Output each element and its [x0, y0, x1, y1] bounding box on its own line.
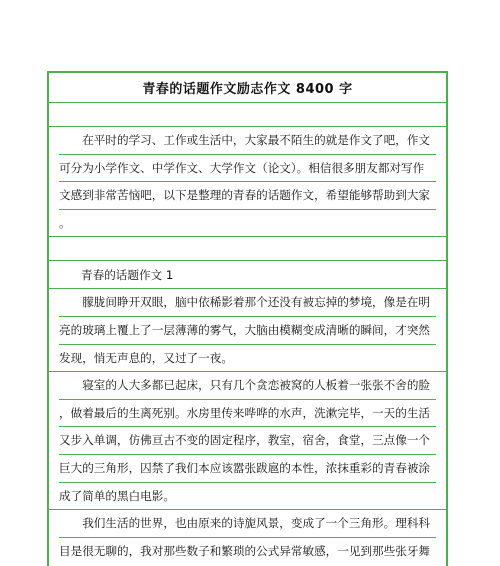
text-line: 寝室的人大多都已起床，只有几个贪恋被窝的人板着一张张不舍的脸	[59, 372, 436, 400]
text-line: 。	[59, 215, 71, 230]
text-line: 又步入单调，仿佛亘古不变的固定程序，教室，宿舍，食堂，三点像一个	[59, 427, 436, 455]
text-line: 成了简单的黑白电影。	[59, 488, 175, 503]
intro-paragraph	[49, 127, 446, 237]
paragraph-1	[49, 289, 446, 372]
text-line: 在平时的学习、工作或生活中，大家最不陌生的就是作文了吧，作文	[59, 127, 436, 155]
document-title: 青春的话题作文励志作文 8400 字	[49, 73, 446, 103]
paragraph-3	[49, 510, 446, 564]
text-line: ，做着最后的生离死别。水房里传来哗哗的水声，洗漱完毕，一天的生活	[59, 400, 436, 428]
text-line: 可分为小学作文、中学作文、大学作文（论文）。相信很多朋友都对写作	[59, 155, 436, 183]
text-line: 亮的玻璃上覆上了一层薄薄的雾气，大脑由模糊变成清晰的瞬间，才突然	[59, 317, 436, 345]
section-heading: 青春的话题作文 1	[49, 261, 446, 289]
text-line: 发现，悄无声息的，又过了一夜。	[59, 350, 233, 365]
document-sheet	[47, 71, 448, 566]
text-line: 巨大的三角形，囚禁了我们本应该嚣张跋扈的本性，浓抹重彩的青春被涂	[59, 455, 436, 483]
text-line: 我们生活的世界，也由原来的诗旎风景，变成了一个三角形。理科科	[59, 510, 436, 538]
text-line: 文感到非常苦恼吧，以下是整理的青春的话题作文，希望能够帮助到大家	[59, 182, 436, 210]
text-line: 目是很无聊的，我对那些数子和繁琐的公式异常敏感，一见到那些张牙舞	[59, 543, 431, 558]
paragraph-2	[49, 372, 446, 510]
blank-row	[49, 237, 446, 261]
blank-row	[49, 103, 446, 127]
text-line: 朦胧间睁开双眼，脑中依稀影着那个还没有被忘掉的梦境，像是在明	[59, 289, 436, 317]
